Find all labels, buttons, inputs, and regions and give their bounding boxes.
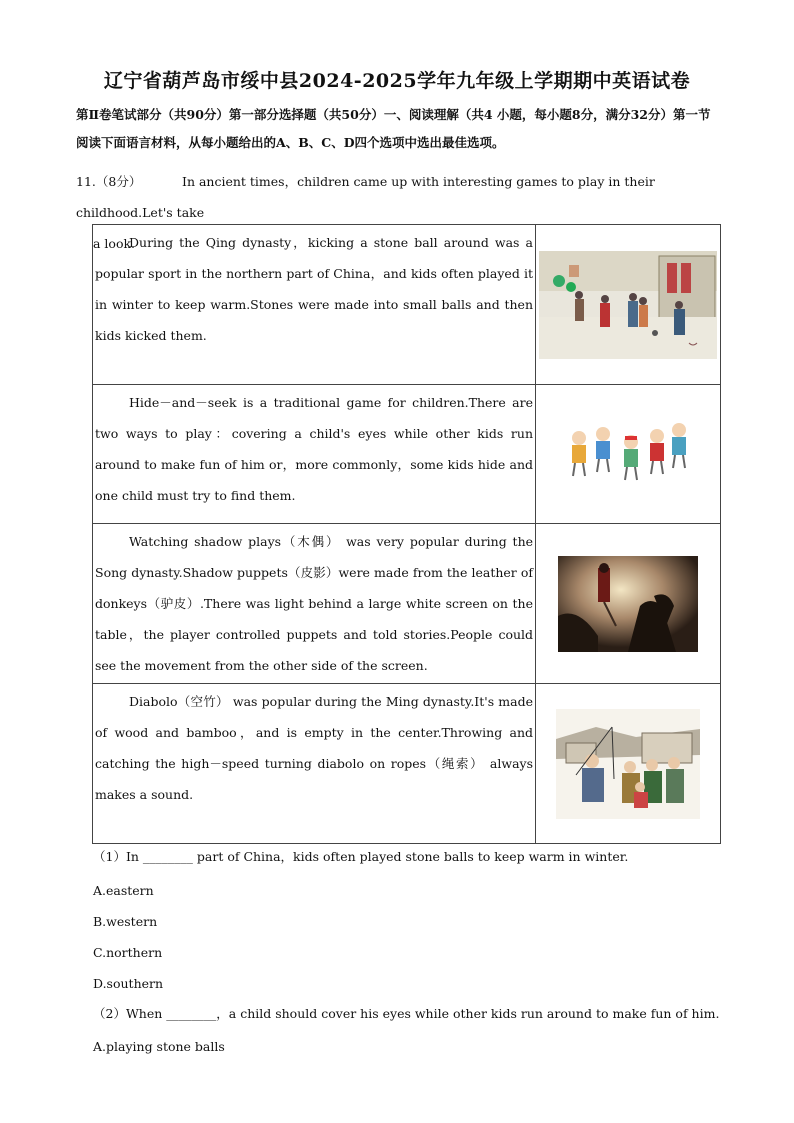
- image-cell: [536, 385, 721, 524]
- passage-cell: [93, 684, 536, 844]
- passage-table: [92, 224, 721, 844]
- children-playing-icon: [563, 418, 693, 490]
- question-lead: In ancient times，children came up with interesting games to play in their childhood.Let's take: [76, 174, 655, 220]
- passage-text-stone-ball: During the Qing dynasty，kicking a stone ball around was a popular sport in the northern part of China，and kids often played it in winter to keep warm.Stones were made into small balls and then kids kicked them.: [95, 235, 534, 343]
- subquestion-1-stem: （1）In ________ part of China，kids often played stone balls to keep warm in winter.: [93, 849, 629, 864]
- subquestion-2-options: [93, 1031, 225, 1062]
- option-d[interactable]: D.southern: [93, 976, 164, 991]
- passage-cell: [93, 524, 536, 684]
- passage-row-stone-ball: [93, 225, 721, 385]
- page-title: 辽宁省葫芦岛市绥中县2024-2025学年九年级上学期期中英语试卷: [103, 70, 691, 92]
- section-instructions: 第Ⅱ卷笔试部分（共90分）第一部分选择题（共50分）一、阅读理解（共4 小题，每小题8分，满分32分）第一节阅读下面语言材料，从每小题给出的A、B、C、D四个选项中选出最佳选项。: [76, 107, 711, 150]
- subquestion-1-options: [93, 875, 163, 999]
- option-a[interactable]: A.eastern: [93, 883, 154, 898]
- subquestion-2-stem: （2）When ________，a child should cover his eyes while other kids run around to make fun of him.: [93, 1006, 720, 1021]
- passage-text-hide-and-seek: Hide－and－seek is a traditional game for children.There are two ways to play：covering a child's eyes while other kids run around to make fun of him or，more commonly，some kids hide and one child must try to find them.: [95, 395, 534, 503]
- qing-dynasty-painting-icon: [539, 251, 717, 359]
- image-cell: [536, 684, 721, 844]
- passage-cell: [93, 385, 536, 524]
- image-cell: [536, 524, 721, 684]
- question-lead-cont: a look.: [93, 236, 136, 251]
- passage-row-hide-and-seek: [93, 385, 721, 524]
- diabolo-painting-icon: [556, 709, 700, 819]
- passage-row-diabolo: [93, 684, 721, 844]
- option-b[interactable]: B.western: [93, 914, 158, 929]
- option-a[interactable]: A.playing stone balls: [93, 1039, 225, 1054]
- option-c[interactable]: C.northern: [93, 945, 163, 960]
- passage-text-shadow-play: Watching shadow plays（木偶） was very popular during the Song dynasty.Shadow puppets（皮影）were made from the leather of donkeys（驴皮）.There was light behind a large white screen on the table，the player controlled puppets and told stories.People could see the movement from the other side of the screen.: [95, 534, 534, 673]
- passage-cell: [93, 225, 536, 385]
- passage-text-diabolo: Diabolo（空竹） was popular during the Ming dynasty.It's made of wood and bamboo，and is empty in the center.Throwing and catching the high－speed turning diabolo on ropes（绳索） always makes a sound.: [95, 694, 534, 802]
- question-number: 11.（8分）: [76, 174, 142, 189]
- shadow-puppet-photo-icon: [558, 556, 698, 652]
- image-cell: [536, 225, 721, 385]
- passage-row-shadow-play: [93, 524, 721, 684]
